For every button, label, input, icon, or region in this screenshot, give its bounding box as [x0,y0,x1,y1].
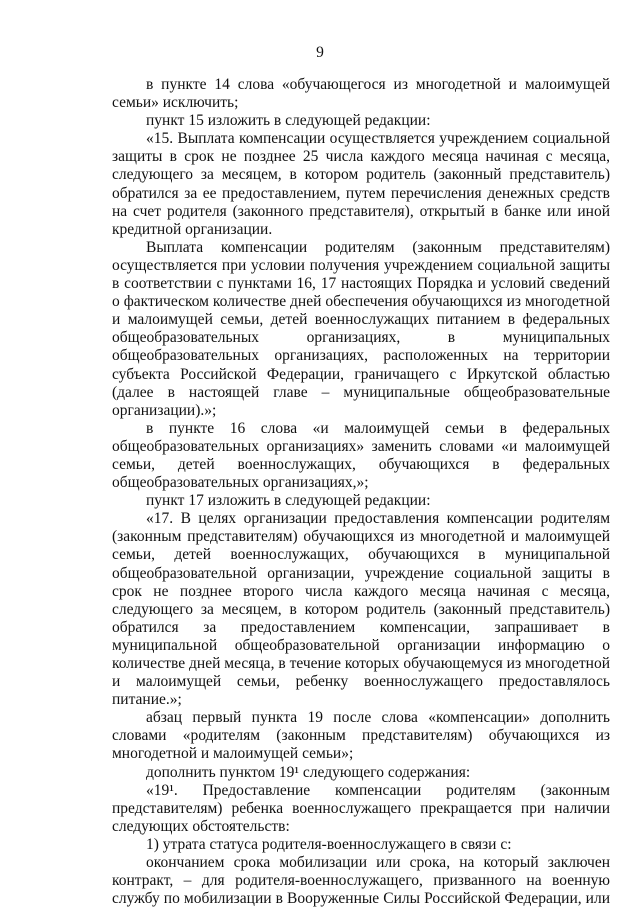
amendment-paragraph-11: 1) утрата статуса родителя-военнослужащего в связи с: [146,835,512,853]
document-body [112,76,610,908]
amendment-paragraph-8: абзац первый пункта 19 после слова «компенсации» дополнить словами «родителям (законным представителям) обучающихся из многодетной и малоимущей семьи»; [112,709,610,763]
amendment-paragraph-5: в пункте 16 слова «и малоимущей семьи в федеральных общеобразовательных организациях» заменить словами «и малоимущей семьи, детей военнослужащих, обучающихся в федеральных общеобразовательных организациях,»; [112,419,610,492]
amendment-paragraph-10: «19¹. Предоставление компенсации родителям (законным представителям) ребенка военнослужащего прекращается при наличии следующих обстоятельств: [112,781,610,835]
amendment-paragraph-1: в пункте 14 слова «обучающегося из многодетной и малоимущей семьи» исключить; [112,76,610,112]
amendment-paragraph-3: «15. Выплата компенсации осуществляется учреждением социальной защиты в срок не позднее 25 числа каждого месяца начиная с месяца, следующего за месяцем, в котором родитель (законный представитель) обратился за ее предоставлением, путем перечисления денежных средств на счет родителя (законного представителя), открытый в банке или иной кредитной организации. [112,130,610,238]
amendment-paragraph-2: пункт 15 изложить в следующей редакции: [146,112,431,130]
amendment-paragraph-7: «17. В целях организации предоставления компенсации родителям (законным представителям) обучающихся из многодетной и малоимущей семьи, детей военнослужащих, обучающихся в муниципальной общеобразовательной организации, учреждение социальной защиты в срок не позднее второго числа каждого месяца начиная с месяца, следующего за месяцем, в котором родитель (законный представитель) обратился за предоставлением компенсации, запрашивает в муниципальной общеобразовательной организации информацию о количестве дней месяца, в течение которых обучающемуся из многодетной и малоимущей семьи, ребенку военнослужащего предоставлялось питание.»; [112,510,610,709]
amendment-paragraph-12: окончанием срока мобилизации или срока, на который заключен контракт, – для родителя-военнослужащего, призванного на военную службу по мобилизации в Вооруженные Силы Российской Федерации, или [112,854,610,908]
page-number: 9 [316,44,324,61]
amendment-paragraph-6: пункт 17 изложить в следующей редакции: [146,492,431,510]
amendment-paragraph-4: Выплата компенсации родителям (законным представителям) осуществляется при условии получения учреждением социальной защиты в соответствии с пунктами 16, 17 настоящих Порядка и условий сведений о фактическом количестве дней обеспечения обучающихся из многодетной и малоимущей семьи, детей военнослужащих питанием в федеральных общеобразовательных организациях, в муниципальных общеобразовательных организациях, расположенных на территории субъекта Российской Федерации, граничащего с Иркутской областью (далее в настоящей главе – муниципальные общеобразовательные организации).»; [112,238,610,419]
amendment-paragraph-9: дополнить пунктом 19¹ следующего содержания: [146,763,471,781]
